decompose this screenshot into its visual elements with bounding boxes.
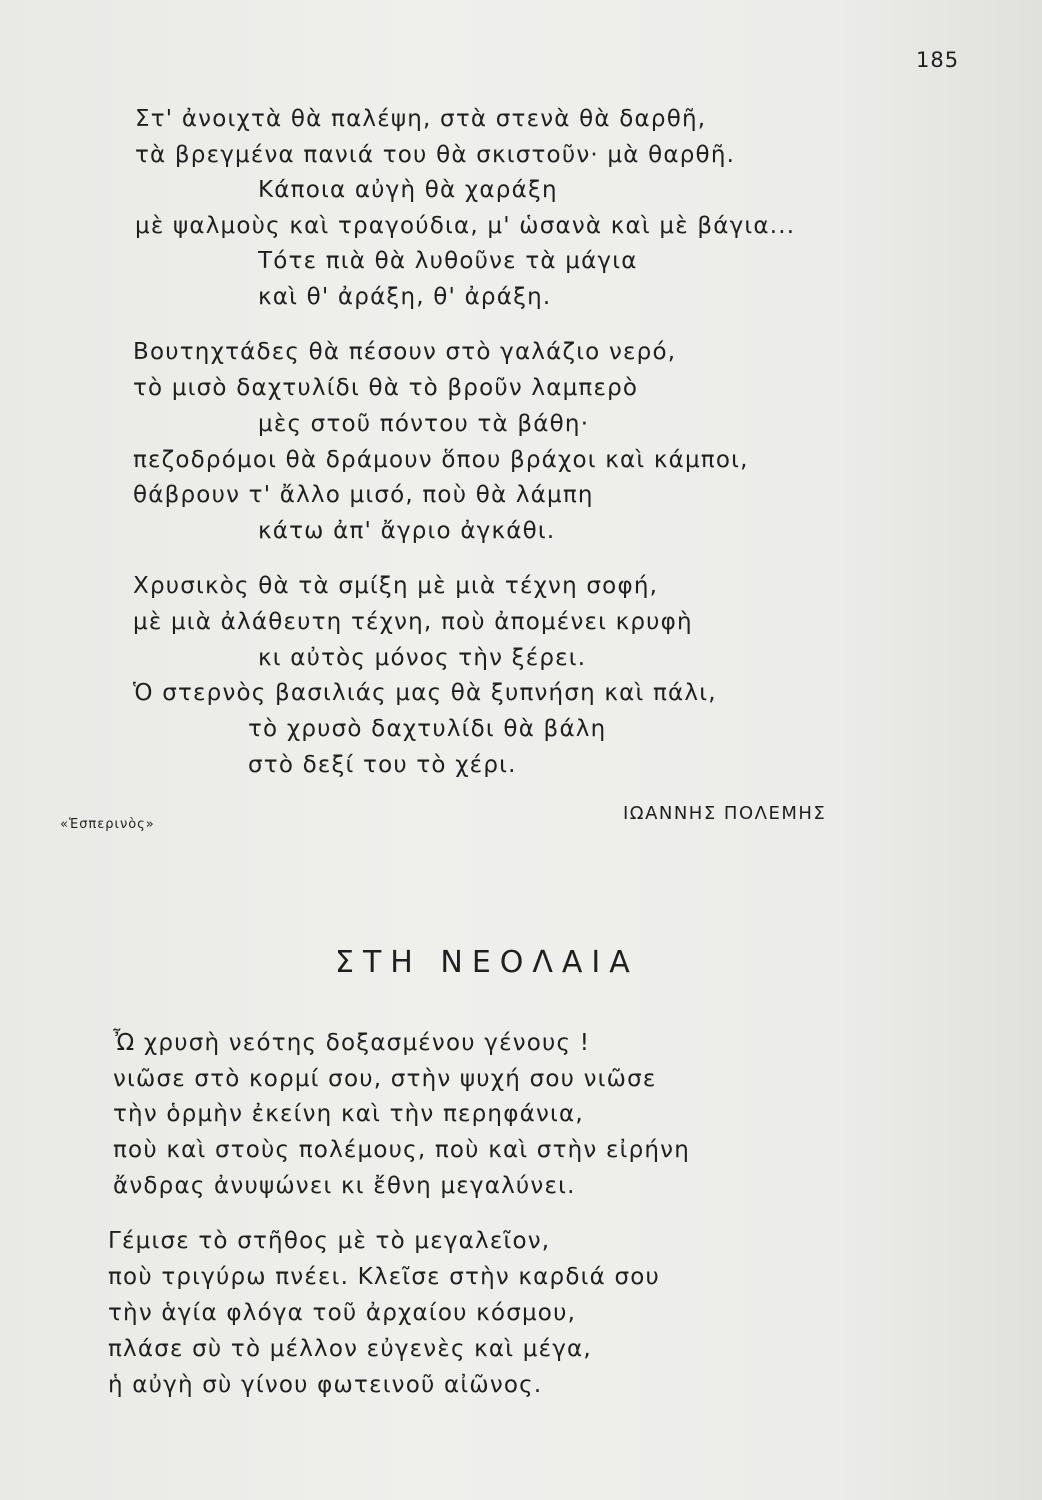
poem-line: νιῶσε στὸ κορμί σου, στὴν ψυχή σου νιῶσε (113, 1066, 657, 1092)
poem-line: Χρυσικὸς θὰ τὰ σμίξη μὲ μιὰ τέχνη σοφή, (133, 573, 659, 599)
poem-line: Κάποια αὐγὴ θὰ χαράξη (258, 177, 558, 203)
poem-line: ποὺ τριγύρω πνέει. Κλεῖσε στὴν καρδιά σου (108, 1264, 661, 1290)
poem-line: μὲς στοῦ πόντου τὰ βάθη· (258, 411, 590, 437)
poem-line: τὰ βρεγμένα πανιά του θὰ σκιστοῦν· μὰ θαρθῆ. (135, 142, 736, 168)
poem-line: Γέμισε τὸ στῆθος μὲ τὸ μεγαλεῖον, (108, 1228, 551, 1254)
poem-author: ΙΩΑΝΝΗΣ ΠΟΛΕΜΗΣ (623, 803, 827, 824)
poem-line: Ὁ στερνὸς βασιλιάς μας θὰ ξυπνήση καὶ πάλι, (133, 680, 717, 706)
poem-title: ΣΤΗ ΝΕΟΛΑΙΑ (335, 945, 639, 980)
poem-line: τὸ χρυσὸ δαχτυλίδι θὰ βάλη (248, 716, 607, 742)
page-number: 185 (916, 48, 960, 72)
poem-line: ἡ αὐγὴ σὺ γίνου φωτεινοῦ αἰῶνος. (108, 1372, 543, 1398)
poem-line: στὸ δεξί του τὸ χέρι. (248, 752, 517, 778)
poem-line: πεζοδρόμοι θὰ δράμουν ὅπου βράχοι καὶ κάμποι, (133, 447, 749, 473)
poem-line: Στ' ἀνοιχτὰ θὰ παλέψη, στὰ στενὰ θὰ δαρθῆ, (135, 106, 707, 132)
poem-line: Τότε πιὰ θὰ λυθοῦνε τὰ μάγια (258, 248, 638, 274)
poem-line: πλάσε σὺ τὸ μέλλον εὐγενὲς καὶ μέγα, (108, 1336, 592, 1362)
poem-line: Βουτηχτάδες θὰ πέσουν στὸ γαλάζιο νερό, (133, 339, 677, 365)
poem-line: κάτω ἀπ' ἄγριο ἀγκάθι. (258, 518, 556, 544)
poem-line: ποὺ καὶ στοὺς πολέμους, ποὺ καὶ στὴν εἰρήνη (113, 1137, 690, 1163)
poem-line: Ὦ χρυσὴ νεότης δοξασμένου γένους ! (113, 1030, 591, 1056)
poem-line: τὸ μισὸ δαχτυλίδι θὰ τὸ βροῦν λαμπερὸ (133, 375, 639, 401)
poem-line: καὶ θ' ἀράξη, θ' ἀράξη. (258, 284, 552, 310)
poem-line: θάβρουν τ' ἄλλο μισό, ποὺ θὰ λάμπη (133, 482, 594, 508)
poem-source: «Ἑσπερινὸς» (60, 817, 155, 832)
poem-line: μὲ ψαλμοὺς καὶ τραγούδια, μ' ὡσανὰ καὶ μὲ βάγια... (135, 213, 796, 239)
poem-line: κι αὐτὸς μόνος τὴν ξέρει. (258, 645, 587, 671)
poem-line: τὴν ἁγία φλόγα τοῦ ἀρχαίου κόσμου, (108, 1300, 577, 1326)
poem-line: ἄνδρας ἀνυψώνει κι ἔθνη μεγαλύνει. (113, 1173, 576, 1199)
poem-line: μὲ μιὰ ἀλάθευτη τέχνη, ποὺ ἀπομένει κρυφὴ (133, 609, 693, 635)
poem-line: τὴν ὁρμὴν ἐκείνη καὶ τὴν περηφάνια, (113, 1101, 584, 1127)
